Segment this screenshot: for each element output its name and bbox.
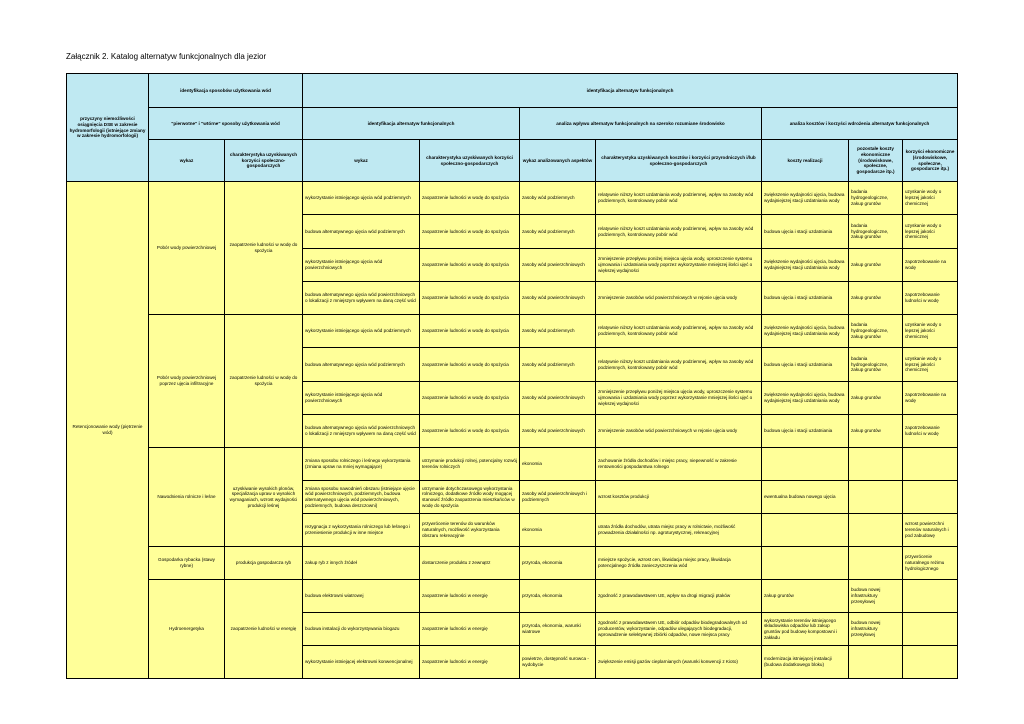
alternative-benefit-cell: zaopatrzenie ludności w energię bbox=[420, 580, 520, 613]
table-body bbox=[67, 182, 958, 679]
economic-benefits-cell: zapotrzebowanie na wodę bbox=[903, 382, 958, 415]
other-costs-cell: budowa nowej infrastruktury przesyłowej bbox=[849, 613, 903, 646]
aspects-cell: zasoby wód powierzchniowych i podziemnych bbox=[520, 481, 596, 514]
table-row bbox=[67, 580, 958, 613]
alternative-cell: wykorzystanie istniejącego ujęcia wód powierzchniowych bbox=[303, 382, 420, 415]
implementation-costs-cell: budowa ujęcia i stacji uzdatniania bbox=[762, 215, 849, 249]
aspects-cell: ekonomia bbox=[520, 448, 596, 481]
implementation-costs-cell: budowa ujęcia i stacji uzdatniania bbox=[762, 348, 849, 382]
table-row bbox=[67, 547, 958, 580]
header-environment-aspects: wykaz analizowanych aspektów bbox=[520, 140, 596, 182]
alternative-benefit-cell: zaopatrzenie ludności w energię bbox=[420, 646, 520, 679]
header-cost-benefit-sub: analiza kosztów i korzyści wdrożenia alternatyw funkcjonalnych bbox=[762, 108, 958, 140]
alternative-cell: zmiana sposobu rolniczego i leśnego wykorzystania (zmiana upraw na mniej wymagające) bbox=[303, 448, 420, 481]
implementation-costs-cell bbox=[762, 514, 849, 547]
aspects-cell: przyroda, ekonomia bbox=[520, 547, 596, 580]
header-alternatives-benefits: charakterystyka uzyskiwanych korzyści społeczno-gospodarczych bbox=[420, 140, 520, 182]
alternative-benefit-cell: zaopatrzenie ludności w wodę do spożycia bbox=[420, 348, 520, 382]
economic-benefits-cell: zapotrzebowanie ludności w wodę bbox=[903, 415, 958, 448]
economic-benefits-cell: uzyskanie wody o lepszej jakości chemicznej bbox=[903, 215, 958, 249]
effects-cell: relatywnie niższy koszt uzdatniania wody podziemnej, wpływ na zasoby wód podziemnych, kontrolowany pobór wód bbox=[596, 215, 762, 249]
alternative-cell: budowa instalacji do wykorzystywania biogazu bbox=[303, 613, 420, 646]
economic-benefits-cell: uzyskanie wody o lepszej jakości chemicznej bbox=[903, 348, 958, 382]
water-use-cell: Nawodnienia rolnicze i leśne bbox=[149, 448, 225, 547]
alternative-cell: budowa alternatywnego ujęcia wód powierzchniowych o lokalizacji z mniejszym wpływem na daną część wód bbox=[303, 415, 420, 448]
header-uses-sub: "pierwotne" i "wtórne" sposoby użytkowania wód bbox=[149, 108, 303, 140]
alternative-cell: budowa alternatywnego ujęcia wód podziemnych bbox=[303, 348, 420, 382]
effects-cell: relatywnie niższy koszt uzdatniania wody podziemnej, wpływ na zasoby wód podziemnych, kontrolowany pobór wód bbox=[596, 348, 762, 382]
economic-benefits-cell bbox=[903, 481, 958, 514]
alternatives-catalog-table bbox=[66, 73, 958, 679]
header-alternatives-list: wykaz bbox=[303, 140, 420, 182]
alternative-cell: wykorzystanie istniejącej elektrowni konwencjonalnej bbox=[303, 646, 420, 679]
implementation-costs-cell bbox=[762, 547, 849, 580]
effects-cell: zmniejszenie zasobów wód powierzchniowych w rejonie ujęcia wody bbox=[596, 415, 762, 448]
header-environment-sub: analiza wpływu alternatyw funkcjonalnych na szeroko rozumiane środowisko bbox=[520, 108, 762, 140]
table-row bbox=[67, 448, 958, 481]
aspects-cell: ekonomia bbox=[520, 514, 596, 547]
implementation-costs-cell: zwiększenie wydajności ujęcia, budowa wydajniejszej stacji uzdatniania wody bbox=[762, 249, 849, 282]
water-use-cell: Pobór wody powierzchniowej poprzez ujęcia infiltracyjne bbox=[149, 315, 225, 448]
alternative-benefit-cell: zaopatrzenie ludności w wodę do spożycia bbox=[420, 382, 520, 415]
alternative-benefit-cell: zaopatrzenie ludności w wodę do spożycia bbox=[420, 282, 520, 315]
alternative-cell: zakup ryb z innych źródeł bbox=[303, 547, 420, 580]
effects-cell: zmniejszenie przepływu poniżej miejsca ujęcia wody, uproszczenie systemu ujmowania i uzdatniania wody poprzez wykorzystanie mniejszej ilości ujęć o większej wydajności bbox=[596, 249, 762, 282]
water-use-cell: Hydroenergetyka bbox=[149, 580, 225, 679]
other-costs-cell: badania hydrogeologiczne, zakup gruntów bbox=[849, 182, 903, 215]
economic-benefits-cell: zapotrzebowanie ludności w wodę bbox=[903, 282, 958, 315]
alternative-benefit-cell: zaopatrzenie ludności w wodę do spożycia bbox=[420, 415, 520, 448]
implementation-costs-cell: modernizacja istniejącej instalacji (budowa dodatkowego bloku) bbox=[762, 646, 849, 679]
alternative-benefit-cell: zaopatrzenie ludności w wodę do spożycia bbox=[420, 215, 520, 249]
implementation-costs-cell: zwiększenie wydajności ujęcia, budowa wydajniejszej stacji uzdatniania wody bbox=[762, 382, 849, 415]
alternative-cell: wykorzystanie istniejącego ujęcia wód powierzchniowych bbox=[303, 249, 420, 282]
aspects-cell: powietrze, dostępność surowca - wydobycie bbox=[520, 646, 596, 679]
implementation-costs-cell: zwiększenie wydajności ujęcia, budowa wydajniejszej stacji uzdatniania wody bbox=[762, 315, 849, 348]
water-use-benefit-cell: zaopatrzenie ludności w wodę do spożycia bbox=[225, 182, 303, 315]
alternative-benefit-cell: zaopatrzenie ludności w wodę do spożycia bbox=[420, 182, 520, 215]
water-use-benefit-cell: zaopatrzenie ludności w wodę do spożycia bbox=[225, 315, 303, 448]
alternative-cell: budowa alternatywnego ujęcia wód podziemnych bbox=[303, 215, 420, 249]
other-costs-cell bbox=[849, 481, 903, 514]
alternative-cell: zmiana sposobu nawodnień obszaru (istniejące ujęcie wód powierzchniowych, podziemnych, budowa alternatywnego ujęcia wód powierzchniowych, podziemnych, budowa deszczowni) bbox=[303, 481, 420, 514]
header-uses-list: wykaz bbox=[149, 140, 225, 182]
header-uses-group: identyfikacja sposobów użytkowania wód bbox=[149, 74, 303, 108]
header-environment-costs: charakterystyka uzyskiwanych kosztów i korzyści przyrodniczych i/lub społeczno-gospodarczych bbox=[596, 140, 762, 182]
economic-benefits-cell: wzrost powierzchni terenów naturalnych i pod zabudowę bbox=[903, 514, 958, 547]
aspects-cell: zasoby wód podziemnych bbox=[520, 348, 596, 382]
alternative-benefit-cell: utrzymanie produkcji rolnej, potencjalny rozwój terenów rolniczych bbox=[420, 448, 520, 481]
economic-benefits-cell bbox=[903, 646, 958, 679]
economic-benefits-cell bbox=[903, 580, 958, 613]
aspects-cell: zasoby wód powierzchniowych bbox=[520, 282, 596, 315]
aspects-cell: zasoby wód powierzchniowych bbox=[520, 415, 596, 448]
table-header bbox=[67, 74, 958, 182]
header-uses-benefits: charakterystyka uzyskiwanych korzyści społeczno-gospodarczych bbox=[225, 140, 303, 182]
economic-benefits-cell: uzyskanie wody o lepszej jakości chemicznej bbox=[903, 182, 958, 215]
table-row bbox=[67, 182, 958, 215]
aspects-cell: zasoby wód powierzchniowych bbox=[520, 249, 596, 282]
other-costs-cell bbox=[849, 646, 903, 679]
page-title: Załącznik 2. Katalog alternatyw funkcjonalnych dla jezior bbox=[66, 52, 267, 61]
economic-benefits-cell: przywrócenie naturalnego reżimu hydrologicznego bbox=[903, 547, 958, 580]
effects-cell: zmniejszenie zasobów wód powierzchniowych w rejonie ujęcia wody bbox=[596, 282, 762, 315]
other-costs-cell: zakup gruntów bbox=[849, 282, 903, 315]
alternative-cell: rezygnacja z wykorzystania rolniczego lub leśnego i przeniesienie produkcji w inne miejsce bbox=[303, 514, 420, 547]
other-costs-cell: badania hydrogeologiczne, zakup gruntów bbox=[849, 348, 903, 382]
alternative-cell: wykorzystanie istniejącego ujęcia wód podziemnych bbox=[303, 182, 420, 215]
economic-benefits-cell: uzyskanie wody o lepszej jakości chemicznej bbox=[903, 315, 958, 348]
water-use-benefit-cell: produkcja gospodarcza ryb bbox=[225, 547, 303, 580]
header-alternatives-sub: identyfikacja alternatyw funkcjonalnych bbox=[303, 108, 520, 140]
implementation-costs-cell: zwiększenie wydajności ujęcia, budowa wydajniejszej stacji uzdatniania wody bbox=[762, 182, 849, 215]
header-implementation-costs: koszty realizacji bbox=[762, 140, 849, 182]
water-use-cell: Pobór wody powierzchniowej bbox=[149, 182, 225, 315]
header-economic-benefits: korzyści ekonomiczne (środowiskowe, społeczne, gospodarcze itp.) bbox=[903, 140, 958, 182]
implementation-costs-cell: zakup gruntów bbox=[762, 580, 849, 613]
table-row bbox=[67, 315, 958, 348]
alternative-cell: budowa alternatywnego ujęcia wód powierzchniowych o lokalizacji z mniejszym wpływem na daną część wód bbox=[303, 282, 420, 315]
water-use-cell: Gospodarka rybacka (stawy rybne) bbox=[149, 547, 225, 580]
implementation-costs-cell: budowa ujęcia i stacji uzdatniania bbox=[762, 415, 849, 448]
alternative-cell: wykorzystanie istniejącego ujęcia wód podziemnych bbox=[303, 315, 420, 348]
header-causes: przyczyny niemożliwości osiągnięcia DSE w zakresie hydromorfologii (istniejące zmiany w zakresie hydromorfologii) bbox=[67, 74, 149, 182]
other-costs-cell: zakup gruntów bbox=[849, 249, 903, 282]
alternative-benefit-cell: utrzymanie dotychczasowego wykorzystania rolniczego, dodatkowe źródło wody mogącej stanowić źródło zaopatrzenia mieszkańców w wodę do spożycia bbox=[420, 481, 520, 514]
effects-cell: zmniejszenie przepływu poniżej miejsca ujęcia wody, uproszczenie systemu ujmowania i uzdatniania wody poprzez wykorzystanie mniejszej ilości ujęć o większej wydajności bbox=[596, 382, 762, 415]
header-alternatives-group: identyfikacja alternatyw funkcjonalnych bbox=[303, 74, 958, 108]
other-costs-cell bbox=[849, 448, 903, 481]
other-costs-cell: budowa nowej infrastruktury przesyłowej bbox=[849, 580, 903, 613]
other-costs-cell bbox=[849, 547, 903, 580]
alternative-benefit-cell: przywrócenie terenów do warunków naturalnych, możliwość wykorzystania obszaru rekreacyjnie bbox=[420, 514, 520, 547]
implementation-costs-cell bbox=[762, 448, 849, 481]
water-use-benefit-cell: uzyskiwanie wysokich plonów, specjalizacja upraw o wysokich wymaganiach, wzrost wydajności produkcji leśnej bbox=[225, 448, 303, 547]
alternative-benefit-cell: dostarczenie produktu z zewnątrz bbox=[420, 547, 520, 580]
implementation-costs-cell: ewentualna budowa nowego ujęcia bbox=[762, 481, 849, 514]
economic-benefits-cell bbox=[903, 613, 958, 646]
other-costs-cell: zakup gruntów bbox=[849, 415, 903, 448]
alternative-benefit-cell: zaopatrzenie ludności w wodę do spożycia bbox=[420, 315, 520, 348]
aspects-cell: zasoby wód powierzchniowych bbox=[520, 382, 596, 415]
water-use-benefit-cell: zaopatrzenie ludności w energię bbox=[225, 580, 303, 679]
effects-cell: zwiększenie emisji gazów cieplarnianych (warunki konwencji z Kioto) bbox=[596, 646, 762, 679]
effects-cell: zgodność z prawodawstwem UE, wpływ na drogi migracji ptaków bbox=[596, 580, 762, 613]
economic-benefits-cell: zapotrzebowanie na wodę bbox=[903, 249, 958, 282]
alternative-cell: budowa elektrowni wiatrowej bbox=[303, 580, 420, 613]
effects-cell: utrata źródła dochodów, utrata miejsc pracy w rolnictwie, możliwość prowadzenia działalności np. agroturystycznej, rekreacyjnej bbox=[596, 514, 762, 547]
other-costs-cell: badania hydrogeologiczne, zakup gruntów bbox=[849, 215, 903, 249]
aspects-cell: przyroda, ekonomia bbox=[520, 580, 596, 613]
implementation-costs-cell: budowa ujęcia i stacji uzdatniania bbox=[762, 282, 849, 315]
other-costs-cell: zakup gruntów bbox=[849, 382, 903, 415]
effects-cell: wzrost kosztów produkcji bbox=[596, 481, 762, 514]
effects-cell: mniejsze spożycie, wzrost cen, likwidacja miejsc pracy, likwidacja potencjalnego źródła zanieczyszczenia wód bbox=[596, 547, 762, 580]
other-costs-cell bbox=[849, 514, 903, 547]
effects-cell: relatywnie niższy koszt uzdatniania wody podziemnej, wpływ na zasoby wód podziemnych, kontrolowany pobór wód bbox=[596, 182, 762, 215]
implementation-costs-cell: wykorzystanie terenów istniejącego składowiska odpadów lub zakup gruntów pod budowę kompostowni i zakładu bbox=[762, 613, 849, 646]
header-other-costs: pozostałe koszty ekonomiczne (środowiskowe, społeczne, gospodarcze itp.) bbox=[849, 140, 903, 182]
aspects-cell: zasoby wód podziemnych bbox=[520, 315, 596, 348]
aspects-cell: zasoby wód podziemnych bbox=[520, 215, 596, 249]
cause-cell: Retencjonowanie wody (piętrzenie wód) bbox=[67, 182, 149, 679]
alternative-benefit-cell: zaopatrzenie ludności w energię bbox=[420, 613, 520, 646]
other-costs-cell: badania hydrogeologiczne, zakup gruntów bbox=[849, 315, 903, 348]
alternative-benefit-cell: zaopatrzenie ludności w wodę do spożycia bbox=[420, 249, 520, 282]
aspects-cell: przyroda, ekonomia, warunki wiatrowe bbox=[520, 613, 596, 646]
economic-benefits-cell bbox=[903, 448, 958, 481]
effects-cell: zgodność z prawodawstwem UE, odbiór odpadów biodegradowalnych od producentów, wykorzystanie, odpadów ulegających biodegradacji, wprowadzenie selektywnej zbiórki odpadów, nowe miejsca pracy bbox=[596, 613, 762, 646]
aspects-cell: zasoby wód podziemnych bbox=[520, 182, 596, 215]
effects-cell: relatywnie niższy koszt uzdatniania wody podziemnej, wpływ na zasoby wód podziemnych, kontrolowany pobór wód bbox=[596, 315, 762, 348]
effects-cell: zachowanie źródła dochodów i miejsc pracy, niepewność w zakresie rentowności gospodarstwa rolnego bbox=[596, 448, 762, 481]
